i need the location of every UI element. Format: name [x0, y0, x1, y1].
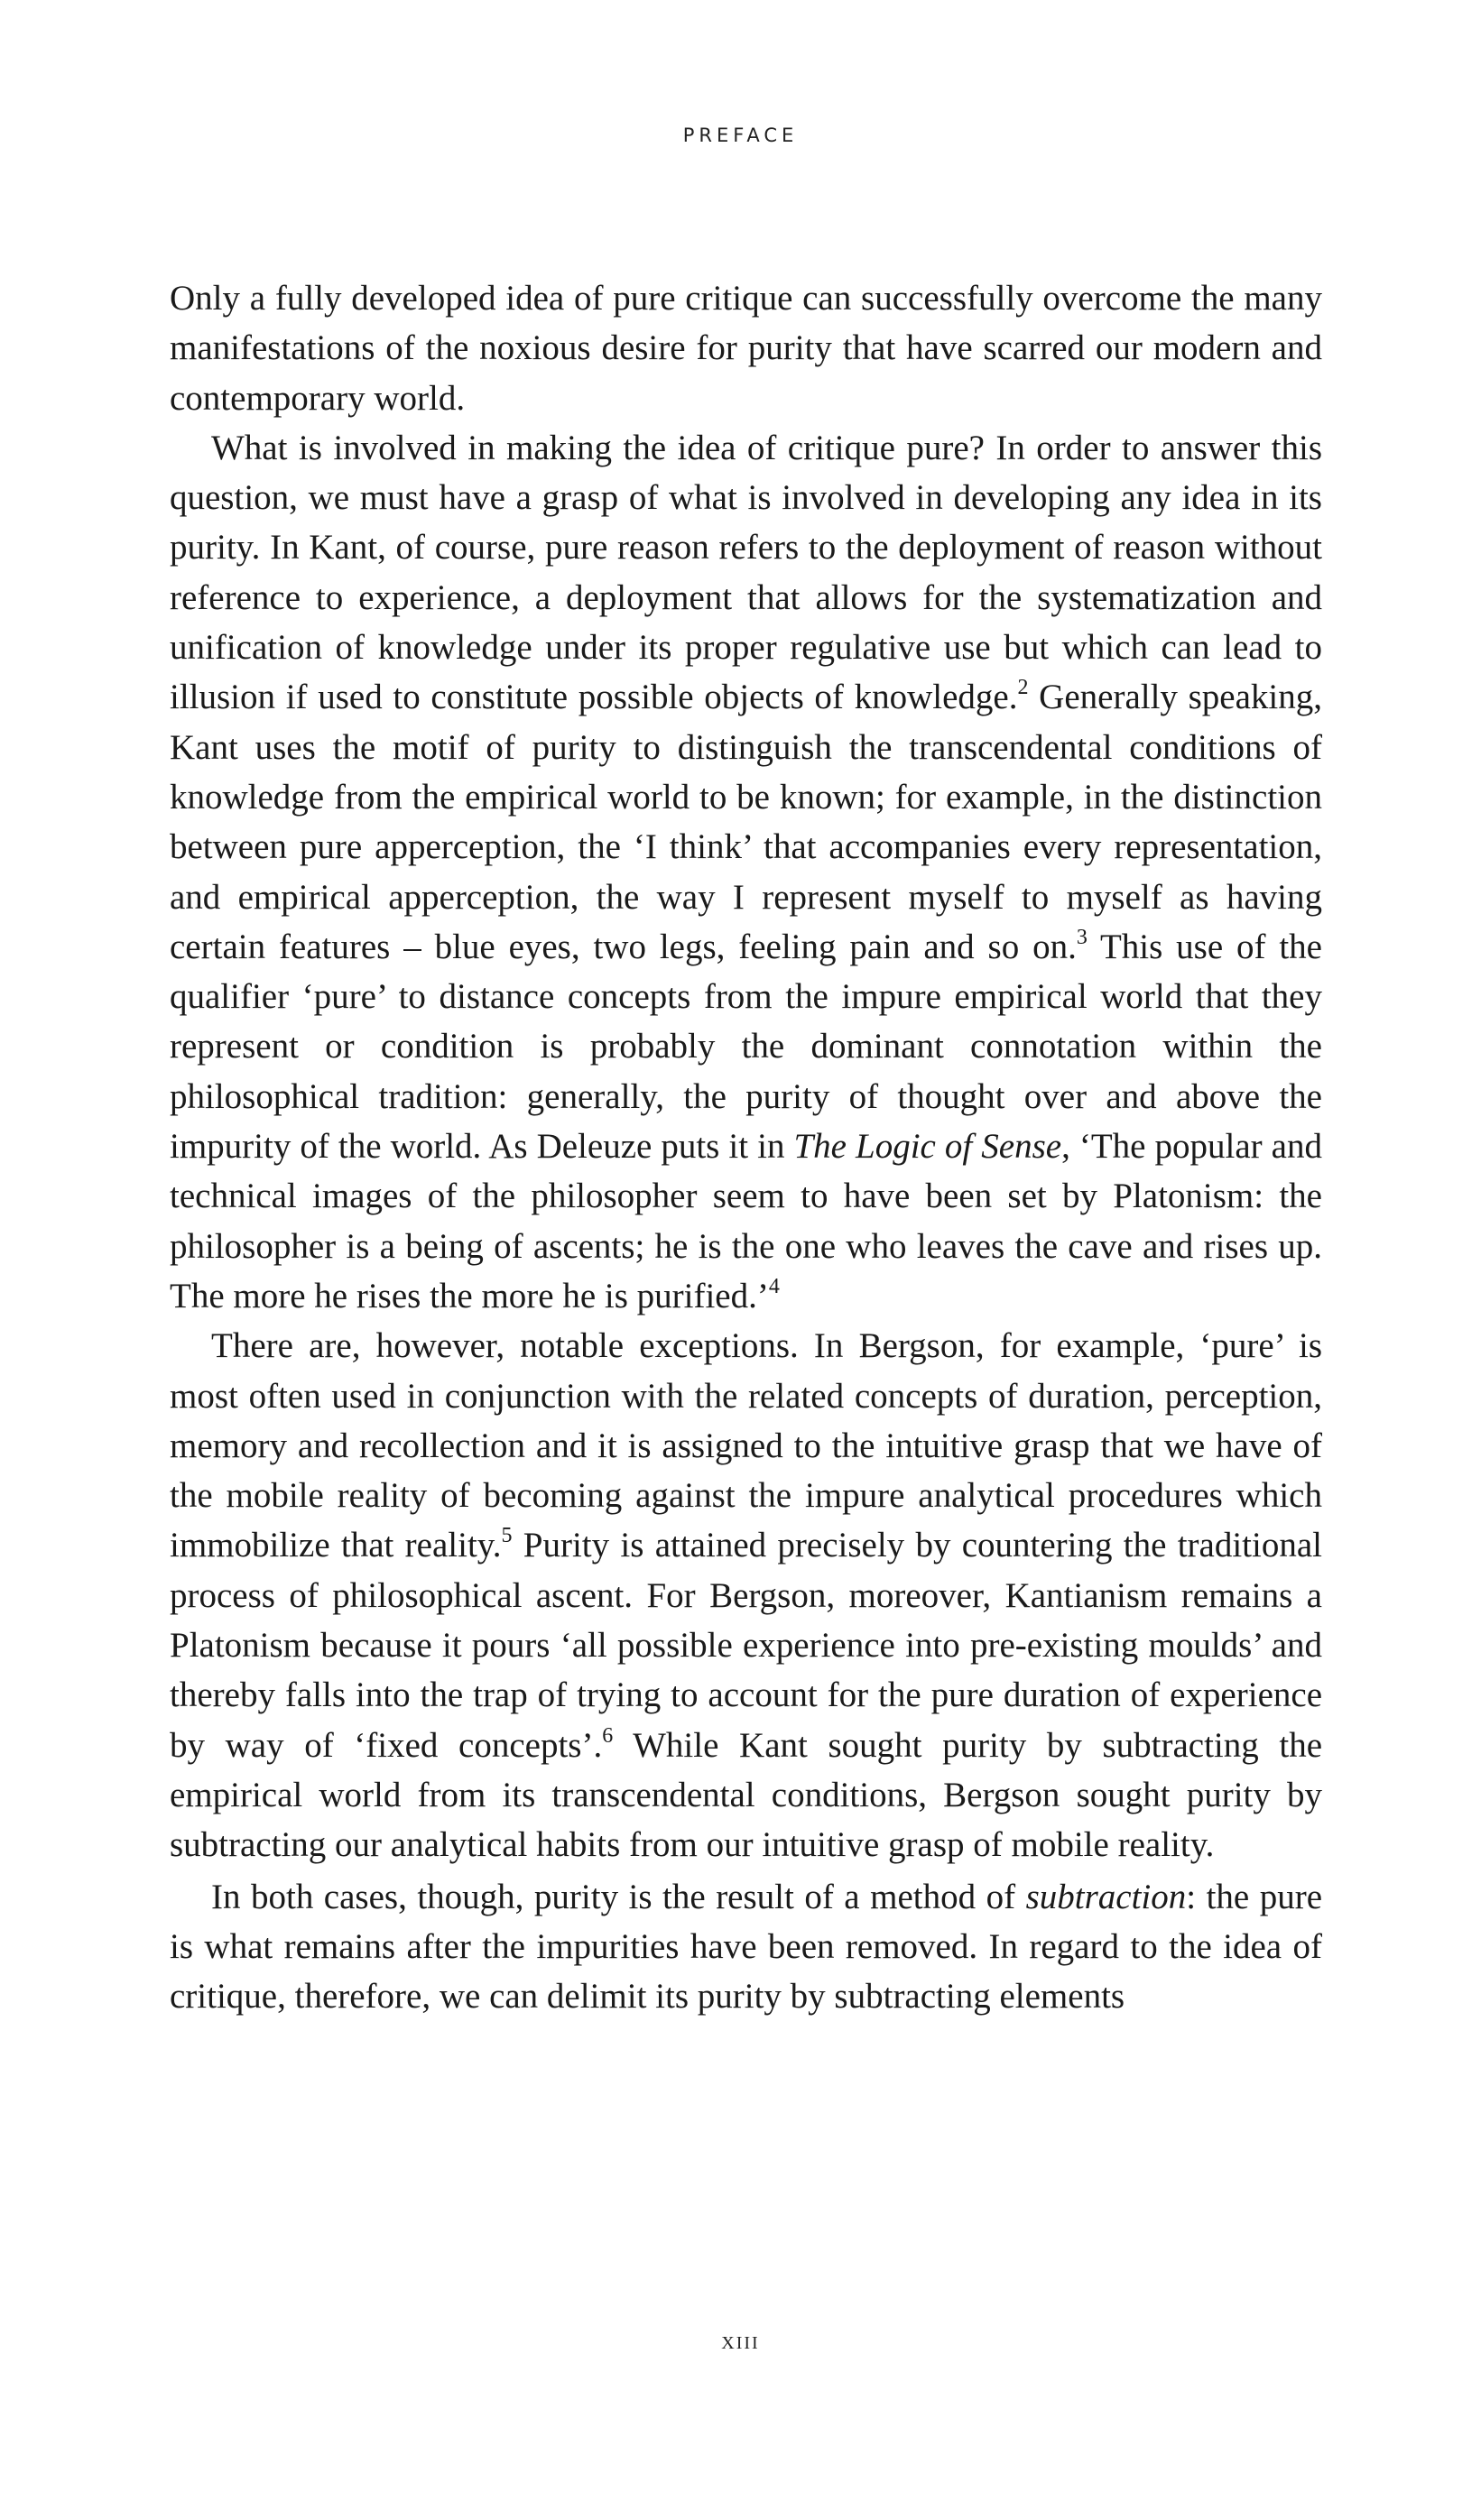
running-head: PREFACE: [682, 125, 799, 146]
body-text: [170, 273, 1322, 2021]
page-number: xiii: [721, 2326, 760, 2355]
book-title: The Logic of Sense: [793, 1127, 1062, 1167]
paragraph-4: [170, 1872, 1322, 2022]
paragraph-2-text-c: This use of the qualifier ‘pure’ to distance concepts from the impure empirical world that they represent or condition is probably the dominant connotation within the philosophical tradition: generally, the purity of thought over and above the impurity of the world. As Deleuze puts it in: [170, 927, 1322, 1167]
footnote-ref-6: 6: [602, 1723, 614, 1748]
footnote-ref-2: 2: [1017, 676, 1029, 700]
paragraph-3: [170, 1321, 1322, 1869]
paragraph-3-text-a: There are, however, notable exceptions. In Bergson, for example, ‘pure’ is most often used in conjunction with the related concepts of duration, perception, memory and recollection and it is assigned to the intuitive grasp that we have of the mobile reality of becoming against the impure analytical procedures which immobilize that reality.: [170, 1326, 1322, 1565]
paragraph-2-text-a: What is involved in making the idea of critique pure? In order to answer this question, we must have a grasp of what is involved in developing any idea in its purity. In Kant, of course, pure reason refers to the deployment of reason without reference to experience, a deployment that allows for the systematization and unification of knowledge under its proper regulative use but which can lead to illusion if used to constitute possible objects of knowledge.: [170, 428, 1322, 717]
paragraph-1: Only a fully developed idea of pure critique can successfully overcome the many manifestations of the noxious desire for purity that have scarred our modern and contemporary world.: [170, 279, 1322, 418]
footnote-ref-5: 5: [501, 1524, 513, 1548]
footnote-ref-3: 3: [1076, 925, 1088, 949]
footnote-ref-4: 4: [768, 1274, 780, 1298]
paragraph-4-text-b: : the pure is what remains after the impurities have been removed. In regard to the idea of critique, therefore, we can delimit its purity by subtracting elements: [170, 1877, 1323, 2017]
emphasis-subtraction: subtraction: [1025, 1877, 1187, 1916]
paragraph-2: [170, 423, 1322, 1321]
paragraph-3-text-c: While Kant sought purity by subtracting the empirical world from its transcendental conditions, Bergson sought purity by subtracting our analytical habits from our intuitive grasp of mobile reality.: [170, 1725, 1322, 1865]
paragraph-4-text-a: In both cases, though, purity is the result of a method of: [211, 1877, 1026, 1916]
paragraph-3-text-b: Purity is attained precisely by countering the traditional process of philosophical ascent. For Bergson, moreover, Kantianism remains a Platonism because it pours ‘all possible experience into pre-existing moulds’ and thereby falls into the trap of trying to account for the pure duration of experience by way of ‘fixed concepts’.: [170, 1526, 1322, 1765]
paragraph-2-text-d: , ‘The popular and technical images of the philosopher seem to have been set by Platonism: the philosopher is a being of ascents; he is the one who leaves the cave and rises up. The more he rises the more he is purified.’: [170, 1127, 1322, 1315]
paragraph-2-text-b: Generally speaking, Kant uses the motif of purity to distinguish the transcendental conditions of knowledge from the empirical world to be known; for example, in the distinction between pure apperception, the ‘I think’ that accompanies every representation, and empirical apperception, the way I represent myself to myself as having certain features – blue eyes, two legs, feeling pain and so on.: [170, 678, 1322, 966]
